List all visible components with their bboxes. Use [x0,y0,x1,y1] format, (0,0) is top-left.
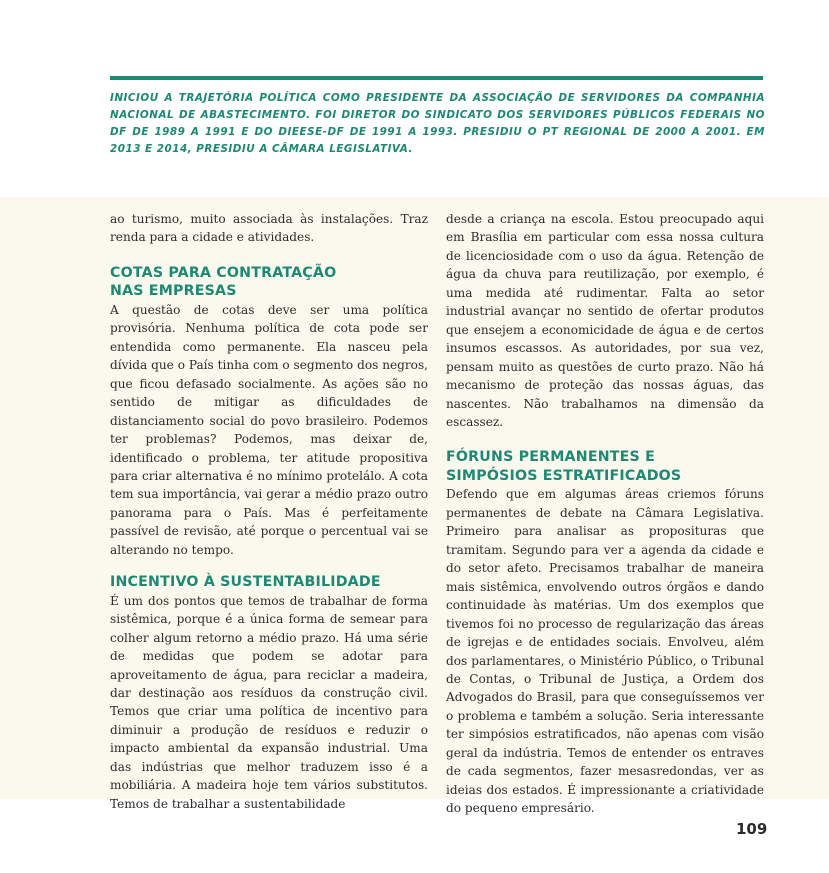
section-body-sustentabilidade: É um dos pontos que temos de trabalhar de forma sistêmica, porque é a única forma de semear para colher algum retorno a médio prazo. Há uma série de medidas que podem se adotar para aproveitamento de água, para reciclar a madeira, dar destinação aos resíduos da construção civil. Temos que criar uma política de incentivo para diminuir a produção de resíduos e reduzir o impacto ambiental da expansão industrial. Uma das indústrias que melhor traduzem isso é a mobiliária. A madeira hoje tem vários substitutos. Temos de trabalhar a sustentabilidade [110,593,428,811]
section-body-foruns: Defendo que em algumas áreas criemos fóruns permanentes de debate na Câmara Legislativa. Primeiro para analisar as proposituras que tramitam. Segundo para ver a agenda da cidade e do setor afeto. Precisamos trabalhar de maneira mais sistêmica, envolvendo outros órgãos e dando continuidade às matérias. Um dos exemplos que tivemos foi no processo de regularização das áreas de igrejas e de entidades sociais. Envolveu, além dos parlamentares, o Ministério Público, o Tribunal de Contas, o Tribunal de Justiça, a Ordem dos Advogados do Brasil, para que conseguíssemos ver o problema e também a solução. Seria interessante ter simpósios estratificados, não apenas com visão geral da indústria. Temos de entender os entraves de cada segmentos, fazer mesasredondas, ver as ideias dos estados. É impressionante a criatividade do pequeno empresário. [446,487,764,816]
section-heading-line: NAS EMPRESAS [110,283,237,300]
continuation-paragraph: desde a criança na escola. Estou preocupado aqui em Brasília em particular com essa nossa cultura de licenciosidade com o uso da água. Retenção de água da chuva para reutilização, por exemplo, é uma medida até rudimentar. Falta ao setor industrial avançar no sentido de ofertar produtos que ensejem a economicidade de água e de certos insumos escassos. As autoridades, por sua vez, pensam muito as questões de curto prazo. Não há mecanismo de proteção das nossas águas, das nascentes. Não trabalhamos na dimensão da escassez. [446,212,764,429]
section-heading-cotas [110,264,428,301]
section-heading-line: COTAS PARA CONTRATAÇÃO [110,264,337,281]
top-divider-rule [110,76,763,80]
section-heading-sustentabilidade: INCENTIVO À SUSTENTABILIDADE [110,574,381,591]
section-heading-foruns [446,448,764,485]
intro-paragraph: ao turismo, muito associada às instalações. Traz renda para a cidade e atividades. [110,212,428,245]
author-bio: INICIOU A TRAJETÓRIA POLÍTICA COMO PRESIDENTE DA ASSOCIAÇÃO DE SERVIDORES DA COMPANHIA NACIONAL DE ABASTECIMENTO. FOI DIRETOR DO SINDICATO DOS SERVIDORES PÚBLICOS FEDERAIS NO DF DE 1989 A 1991 E DO DIEESE-DF DE 1991 A 1993. PRESIDIU O PT REGIONAL DE 2000 A 2001. EM 2013 E 2014, PRESIDIU A CÂMARA LEGISLATIVA. [110,92,765,155]
section-heading-line: FÓRUNS PERMANENTES E [446,449,655,466]
section-body-cotas: A questão de cotas deve ser uma política provisória. Nenhuma política de cota pode ser entendida como permanente. Ela nasceu pela dívida que o País tinha com o segmento dos negros, que ficou defasado socialmente. As ações são no sentido de mitigar as dificuldades de distanciamento social do povo brasileiro. Podemos ter problemas? Podemos, mas deixar de, identificado o problema, ter atitude propositiva para criar alternativa é no mínimo protelálo. A cota tem sua importância, vai gerar a médio prazo outro panorama para o País. Mas é perfeitamente passível de revisão, até porque o percentual vai se alterando no tempo. [110,302,428,557]
left-column [110,210,428,813]
right-column [446,210,764,818]
section-heading-line: SIMPÓSIOS ESTRATIFICADOS [446,467,682,484]
page-number: 109 [736,820,768,838]
